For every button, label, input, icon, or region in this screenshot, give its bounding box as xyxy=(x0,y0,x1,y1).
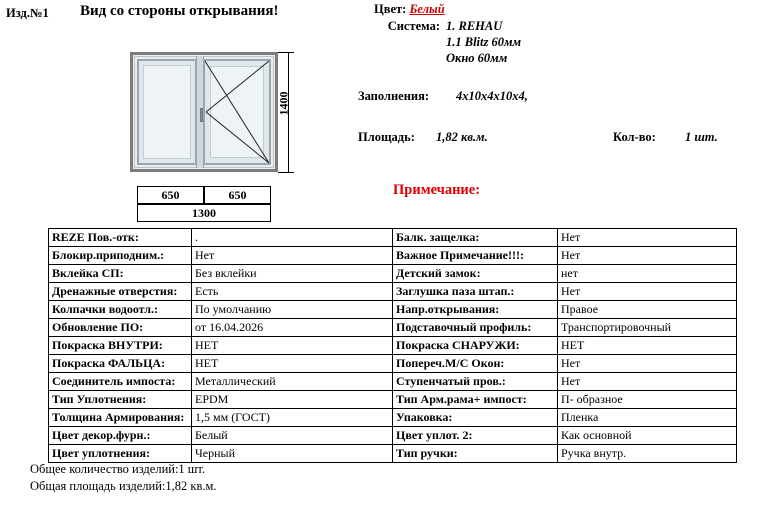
spec-key: Покраска СНАРУЖИ: xyxy=(393,337,558,355)
spec-value: нет xyxy=(558,265,737,283)
table-row xyxy=(49,427,737,445)
spec-key: Покраска ФАЛЬЦА: xyxy=(49,355,192,373)
spec-value: Нет xyxy=(558,355,737,373)
opening-direction-icon xyxy=(203,59,271,165)
total-quantity-line: Общее количество изделий:1 шт. xyxy=(30,462,206,476)
spec-value: 1,5 мм (ГОСТ) xyxy=(192,409,393,427)
system-value-line3: Окно 60мм xyxy=(446,51,508,65)
spec-value: Транспортировочный xyxy=(558,319,737,337)
spec-value: Есть xyxy=(192,283,393,301)
page-title: Вид со стороны открывания! xyxy=(80,3,279,19)
spec-key: Цвет уплот. 2: xyxy=(393,427,558,445)
spec-value: EPDM xyxy=(192,391,393,409)
dimension-right-width-label: 650 xyxy=(204,186,271,204)
table-row xyxy=(49,265,737,283)
quantity-label: Кол-во: xyxy=(613,130,656,144)
spec-key: Упаковка: xyxy=(393,409,558,427)
spec-value: Пленка xyxy=(558,409,737,427)
window-sash-left xyxy=(137,59,197,165)
total-area-line: Общая площадь изделий:1,82 кв.м. xyxy=(30,479,217,493)
spec-value: . xyxy=(192,229,393,247)
window-handle xyxy=(200,108,203,122)
spec-value: Белый xyxy=(192,427,393,445)
spec-value: Черный xyxy=(192,445,393,463)
spec-key: Детский замок: xyxy=(393,265,558,283)
spec-value: Нет xyxy=(192,247,393,265)
spec-value: П- образное xyxy=(558,391,737,409)
spec-value: Без вклейки xyxy=(192,265,393,283)
spec-value: Металлический xyxy=(192,373,393,391)
color-label-text: Цвет: xyxy=(374,2,407,16)
table-row xyxy=(49,391,737,409)
spec-key: Важное Примечание!!!: xyxy=(393,247,558,265)
footer-totals xyxy=(30,461,217,495)
system-label: Система: xyxy=(387,19,440,33)
spec-key: Заглушка паза штап.: xyxy=(393,283,558,301)
spec-key: Ступенчатый пров.: xyxy=(393,373,558,391)
table-row xyxy=(49,409,737,427)
spec-key: Балк. защелка: xyxy=(393,229,558,247)
dimension-total-width-label: 1300 xyxy=(137,204,271,222)
table-row xyxy=(49,283,737,301)
system-value-line2: 1.1 Blitz 60мм xyxy=(446,35,522,49)
area-value: 1,82 кв.м. xyxy=(436,130,488,144)
spec-key: Колпачки водоотл.: xyxy=(49,301,192,319)
spec-value: НЕТ xyxy=(192,337,393,355)
table-row xyxy=(49,319,737,337)
table-row xyxy=(49,247,737,265)
spec-key: Обновление ПО: xyxy=(49,319,192,337)
spec-key: Покраска ВНУТРИ: xyxy=(49,337,192,355)
dimension-left-width-label: 650 xyxy=(137,186,204,204)
spec-key: Тип ручки: xyxy=(393,445,558,463)
spec-value: Нет xyxy=(558,373,737,391)
filling-label: Заполнения: xyxy=(358,89,430,103)
system-value: 1. REHAU xyxy=(446,19,503,33)
spec-key: Попереч.М/С Окон: xyxy=(393,355,558,373)
spec-value: Правое xyxy=(558,301,737,319)
spec-key: Тип Уплотнения: xyxy=(49,391,192,409)
spec-key: Напр.открывания: xyxy=(393,301,558,319)
spec-key: Соединитель импоста: xyxy=(49,373,192,391)
spec-key: Цвет декор.фурн.: xyxy=(49,427,192,445)
table-row xyxy=(49,229,737,247)
header-section xyxy=(0,0,782,220)
dimension-tick-bottom xyxy=(283,172,294,173)
spec-value: НЕТ xyxy=(558,337,737,355)
note-title: Примечание: xyxy=(393,182,481,198)
color-value: Белый xyxy=(409,2,445,16)
table-row xyxy=(49,373,737,391)
filling-value: 4х10х4х10х4, xyxy=(456,89,528,103)
spec-value: По умолчанию xyxy=(192,301,393,319)
spec-value: НЕТ xyxy=(192,355,393,373)
spec-value: Нет xyxy=(558,283,737,301)
specifications-table xyxy=(48,228,737,463)
table-row xyxy=(49,301,737,319)
spec-key: REZE Пов.-отк: xyxy=(49,229,192,247)
table-row xyxy=(49,355,737,373)
dimension-height-label: 1400 xyxy=(276,91,291,116)
spec-value: Как основной xyxy=(558,427,737,445)
spec-key: Дренажные отверстия: xyxy=(49,283,192,301)
spec-value: от 16.04.2026 xyxy=(192,319,393,337)
spec-key: Подставочный профиль: xyxy=(393,319,558,337)
table-row xyxy=(49,337,737,355)
spec-key: Тип Арм.рама+ импост: xyxy=(393,391,558,409)
spec-value: Ручка внутр. xyxy=(558,445,737,463)
product-number-label: Изд.№1 xyxy=(6,6,49,20)
specifications-table-body xyxy=(49,229,737,463)
dimension-tick-top xyxy=(283,52,294,53)
area-label: Площадь: xyxy=(358,130,415,144)
quantity-value: 1 шт. xyxy=(685,130,718,144)
color-label xyxy=(374,2,445,17)
spec-key: Толщина Армирования: xyxy=(49,409,192,427)
spec-key: Вклейка СП: xyxy=(49,265,192,283)
table-row xyxy=(49,445,737,463)
spec-key: Цвет уплотнения: xyxy=(49,445,192,463)
spec-value: Нет xyxy=(558,247,737,265)
spec-value: Нет xyxy=(558,229,737,247)
spec-key: Блокир.приподним.: xyxy=(49,247,192,265)
